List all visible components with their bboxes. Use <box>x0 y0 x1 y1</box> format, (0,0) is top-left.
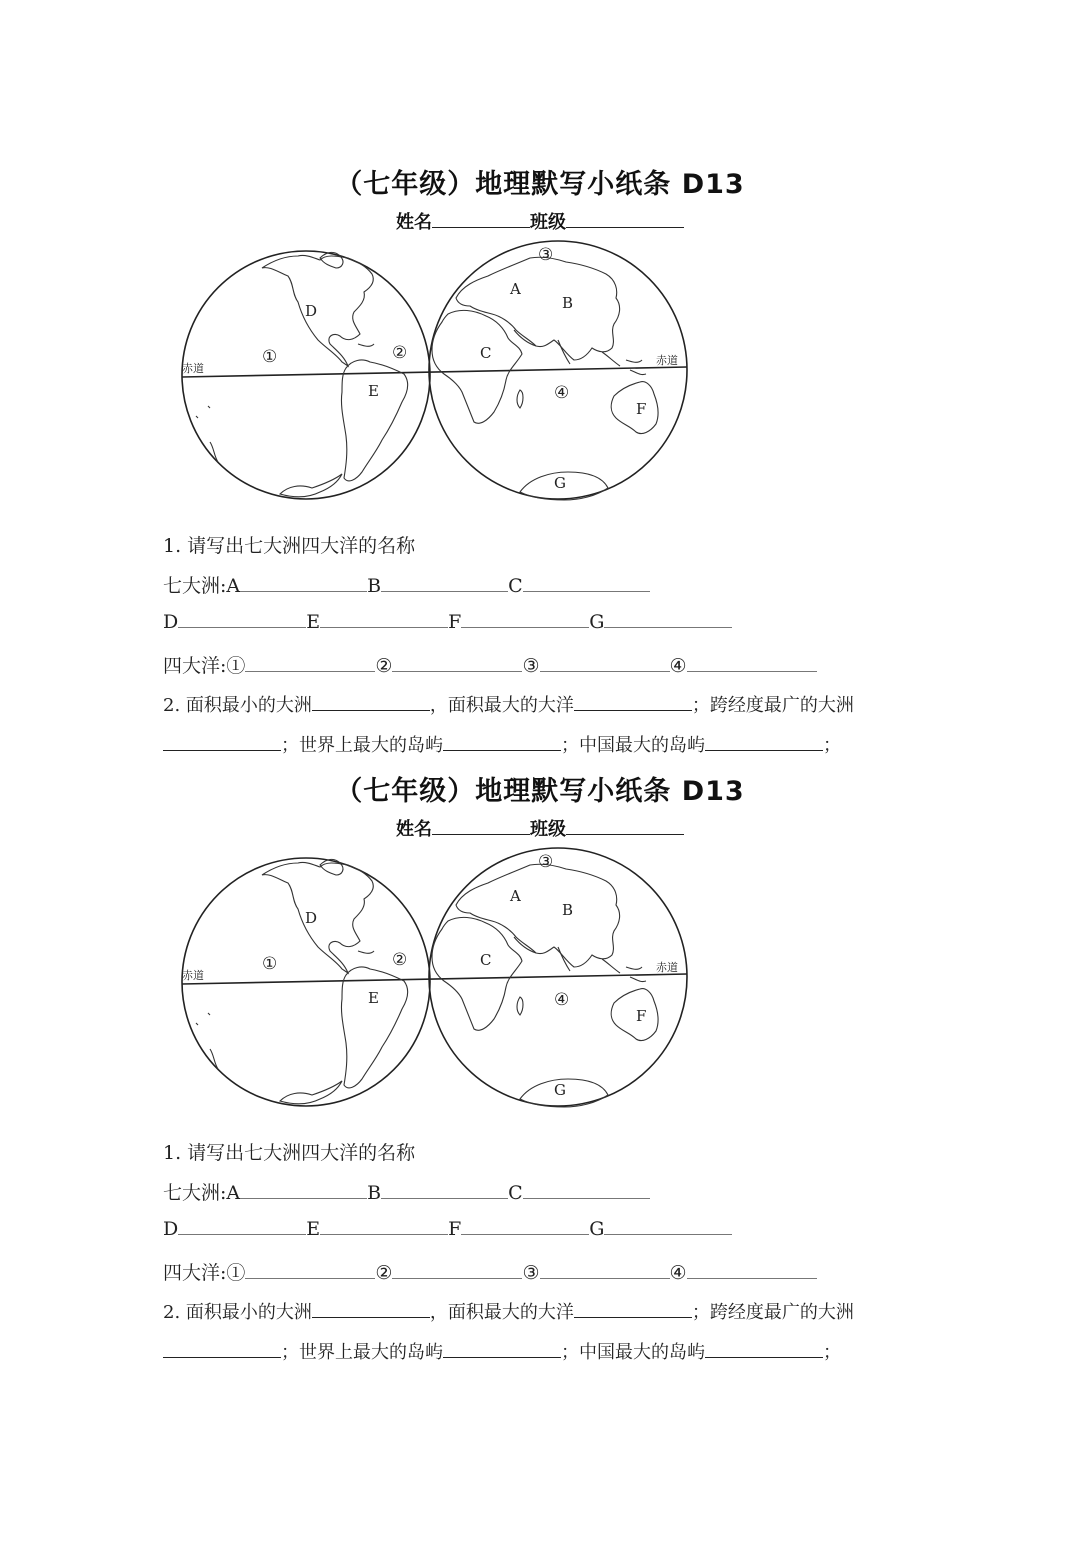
continents-prefix: 七大洲: <box>163 575 227 597</box>
continent-f-blank[interactable] <box>461 1220 589 1235</box>
china-largest-island-blank[interactable] <box>705 1343 823 1358</box>
ocean-label-4: ④ <box>554 383 570 403</box>
africa-outline <box>432 310 522 423</box>
q2-largest-island-text: ；世界上最大的岛屿 <box>281 735 443 756</box>
largest-island-blank[interactable] <box>443 1343 561 1358</box>
continent-e-label: E <box>306 611 321 633</box>
continent-c-label: C <box>508 1182 523 1204</box>
ocean-1-label: ① <box>226 1262 246 1284</box>
continents-prefix: 七大洲: <box>163 1182 227 1204</box>
ocean-2-label: ② <box>375 655 393 677</box>
continent-b-blank[interactable] <box>381 1184 508 1199</box>
q2-line-1 <box>163 1298 854 1324</box>
continent-a-label: A <box>226 1182 241 1204</box>
continent-b-label: B <box>367 1182 382 1204</box>
australia-outline <box>611 989 658 1041</box>
south-america-outline <box>341 360 407 481</box>
q2-end-punct: ； <box>823 1342 841 1363</box>
ocean-4-label: ④ <box>669 655 687 677</box>
continent-label-f: F <box>636 1007 647 1025</box>
continent-a-blank[interactable] <box>240 1184 367 1199</box>
ocean-2-label: ② <box>375 1262 393 1284</box>
continent-g-blank[interactable] <box>604 1220 732 1235</box>
equator-line <box>182 974 687 984</box>
world-hemispheres-map <box>170 236 700 508</box>
ocean-label-3: ③ <box>538 245 554 265</box>
q1-heading: 1. 请写出七大洲四大洋的名称 <box>163 535 416 557</box>
oceans-row <box>163 1258 817 1285</box>
equator-line <box>182 367 687 377</box>
continent-label-b: B <box>562 901 574 919</box>
class-label: 班级 <box>530 819 566 840</box>
continent-b-label: B <box>367 575 382 597</box>
equator-label-left: 赤道 <box>182 969 204 982</box>
continent-c-label: C <box>508 575 523 597</box>
world-hemispheres-map <box>170 843 700 1115</box>
equator-label-right: 赤道 <box>656 354 678 367</box>
q2-smallest-continent-text: 2. 面积最小的大洲 <box>163 1302 312 1323</box>
ocean-label-3: ③ <box>538 852 554 872</box>
continent-c-blank[interactable] <box>523 1184 650 1199</box>
name-class-row <box>0 208 1080 234</box>
continent-label-a: A <box>510 887 521 905</box>
continent-label-d: D <box>305 302 318 320</box>
worksheet-2 <box>0 607 1080 1363</box>
oceans-prefix: 四大洋: <box>163 655 227 677</box>
q2-largest-ocean-text: ，面积最大的大洋 <box>429 695 574 716</box>
ocean-label-2: ② <box>392 343 408 363</box>
continent-label-f: F <box>636 400 647 418</box>
north-america-outline <box>262 255 373 366</box>
ocean-3-label: ③ <box>522 655 540 677</box>
continent-g-label: G <box>589 611 605 633</box>
worksheet-title: （七年级）地理默写小纸条 D13 <box>335 776 745 807</box>
worksheet-title: （七年级）地理默写小纸条 D13 <box>335 169 745 200</box>
class-blank[interactable] <box>566 820 684 835</box>
continents-row-1 <box>163 1178 650 1205</box>
south-america-outline <box>341 967 407 1088</box>
q2-largest-ocean-text: ，面积最大的大洋 <box>429 1302 574 1323</box>
q2-smallest-continent-text: 2. 面积最小的大洲 <box>163 695 312 716</box>
q2-line-2 <box>163 1338 841 1364</box>
continent-label-e: E <box>368 382 379 400</box>
equator-label-right: 赤道 <box>656 961 678 974</box>
continent-label-c: C <box>480 344 492 362</box>
continent-label-e: E <box>368 989 379 1007</box>
name-class-row <box>0 815 1080 841</box>
ocean-1-label: ① <box>226 655 246 677</box>
continents-row-1 <box>163 571 650 598</box>
class-blank[interactable] <box>566 213 684 228</box>
name-blank[interactable] <box>432 213 530 228</box>
oceans-prefix: 四大洋: <box>163 1262 227 1284</box>
continent-label-d: D <box>305 909 318 927</box>
ocean-label-1: ① <box>262 954 278 974</box>
q1-heading: 1. 请写出七大洲四大洋的名称 <box>163 1142 416 1164</box>
continent-d-label: D <box>163 611 179 633</box>
ocean-label-4: ④ <box>554 990 570 1010</box>
continent-label-b: B <box>562 294 574 312</box>
q2-end-punct: ； <box>823 735 841 756</box>
australia-outline <box>611 382 658 434</box>
continents-row-2 <box>163 1218 732 1240</box>
continent-a-label: A <box>226 575 241 597</box>
continent-f-label: F <box>448 611 462 633</box>
q2-widest-longitude-text: ；跨经度最广的大洲 <box>691 695 854 716</box>
continent-label-c: C <box>480 951 492 969</box>
continent-label-g: G <box>554 1081 566 1099</box>
continent-d-label: D <box>163 1218 179 1240</box>
ocean-4-label: ④ <box>669 1262 687 1284</box>
ocean-1-blank[interactable] <box>245 1264 375 1279</box>
continent-e-label: E <box>306 1218 321 1240</box>
ocean-3-blank[interactable] <box>540 1264 670 1279</box>
ocean-label-1: ① <box>262 347 278 367</box>
continent-b-blank[interactable] <box>381 577 508 592</box>
continent-label-a: A <box>510 280 521 298</box>
ocean-3-label: ③ <box>522 1262 540 1284</box>
worksheet-1 <box>0 0 1080 756</box>
continent-d-blank[interactable] <box>178 1220 306 1235</box>
name-label: 姓名 <box>396 212 432 233</box>
continent-e-blank[interactable] <box>320 1220 448 1235</box>
continent-a-blank[interactable] <box>240 577 367 592</box>
equator-label-left: 赤道 <box>182 362 204 375</box>
ocean-label-2: ② <box>392 950 408 970</box>
q2-china-largest-island-text: ；中国最大的岛屿 <box>561 1342 705 1363</box>
name-label: 姓名 <box>396 819 432 840</box>
q2-widest-longitude-text: ；跨经度最广的大洲 <box>691 1302 854 1323</box>
continent-c-blank[interactable] <box>523 577 650 592</box>
name-blank[interactable] <box>432 820 530 835</box>
ocean-4-blank[interactable] <box>687 1264 817 1279</box>
largest-ocean-blank[interactable] <box>574 1303 692 1318</box>
q2-china-largest-island-text: ；中国最大的岛屿 <box>561 735 705 756</box>
north-america-outline <box>262 862 373 973</box>
continent-g-label: G <box>589 1218 605 1240</box>
ocean-2-blank[interactable] <box>392 1264 522 1279</box>
smallest-continent-blank[interactable] <box>312 1303 430 1318</box>
continent-f-label: F <box>448 1218 462 1240</box>
class-label: 班级 <box>530 212 566 233</box>
africa-outline <box>432 917 522 1030</box>
continent-label-g: G <box>554 474 566 492</box>
q2-largest-island-text: ；世界上最大的岛屿 <box>281 1342 443 1363</box>
widest-longitude-continent-blank[interactable] <box>163 1343 281 1358</box>
